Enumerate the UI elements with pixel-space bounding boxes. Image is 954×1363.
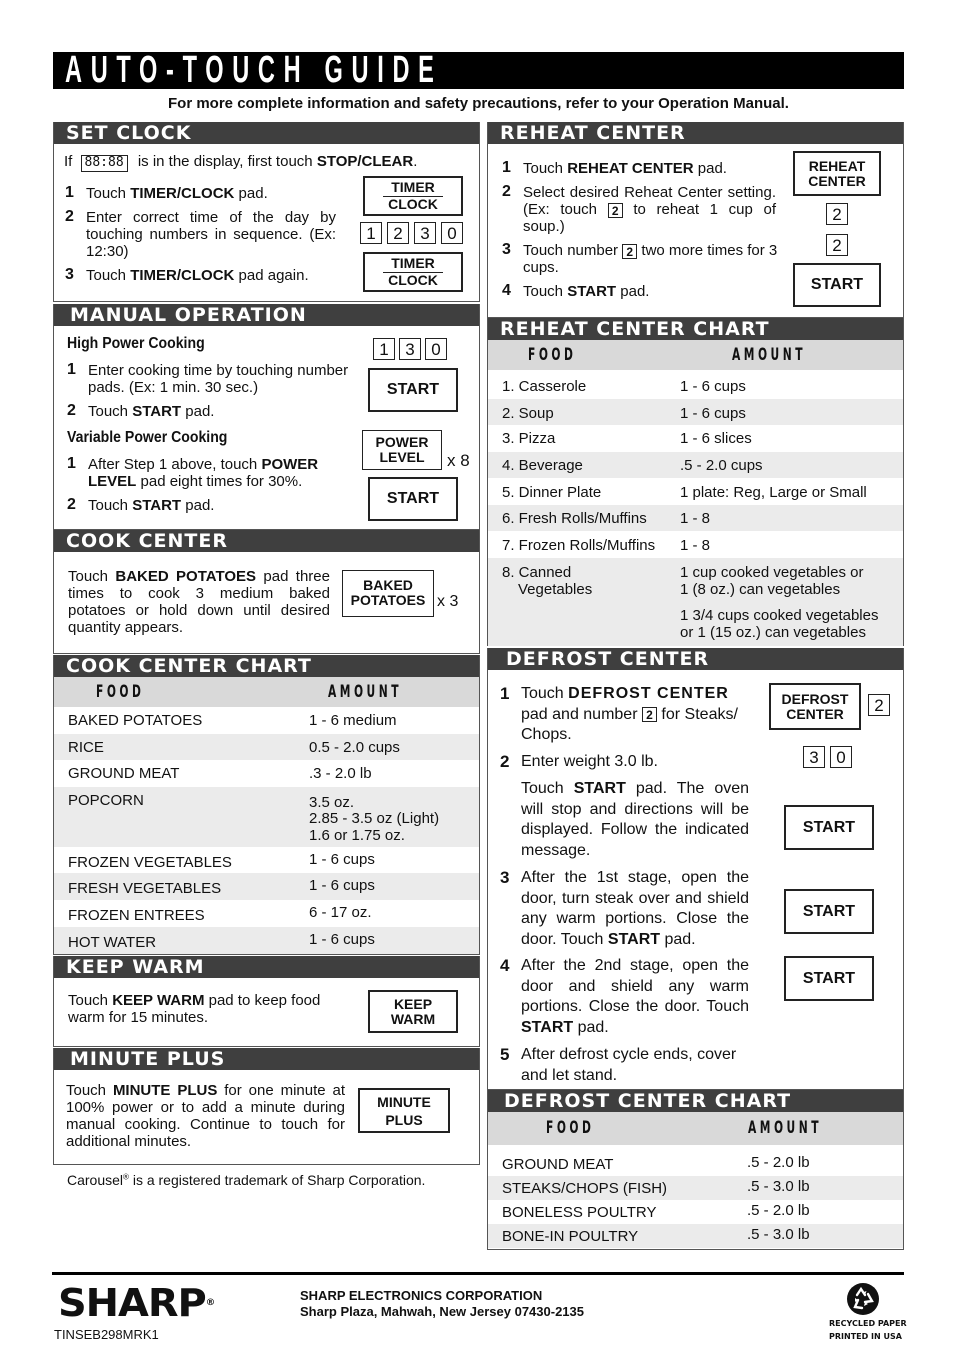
power-level-button[interactable]: POWER LEVEL (362, 430, 442, 470)
step-number: 2 (502, 183, 511, 200)
cook-chart-rows (54, 707, 479, 955)
set-clock-section (53, 122, 480, 302)
cook-center-text: Touch BAKED POTATOES pad three times to cook 3 medium baked potatoes or hold down until desired quantity appears. (68, 568, 330, 636)
defrost-chart-rows (488, 1152, 903, 1248)
page-title: AUTO-TOUCH GUIDE (53, 52, 904, 89)
defrost-chart-column-header (488, 1112, 903, 1145)
table-row: POPCORN 3.5 oz. 2.85 - 3.5 oz (Light) 1.6 or 1.75 oz. (54, 787, 479, 847)
step-number: 2 (65, 208, 74, 225)
keep-warm-text: Touch KEEP WARM pad to keep food warm for 15 minutes. (68, 992, 321, 1026)
defrost-step-3: After the 1st stage, open the door, turn steak over and shield any warm portions. Close the door. Touch START pad. (521, 869, 749, 948)
table-row: 1. Casserole 1 - 6 cups (502, 378, 746, 395)
number-key[interactable]: 2 (826, 203, 848, 225)
number-key[interactable]: 3 (399, 338, 421, 360)
step-number: 4 (500, 956, 510, 975)
column-amount: AMOUNT (732, 345, 807, 365)
defrost-step-2: Enter weight 3.0 lb. (521, 753, 658, 770)
table-row: 5. Dinner Plate 1 plate: Reg, Large or Small (502, 484, 867, 501)
keep-warm-header: KEEP WARM (54, 956, 479, 978)
defrost-center-button[interactable]: DEFROST CENTER (769, 683, 861, 730)
table-row: 4. Beverage .5 - 2.0 cups (488, 452, 903, 478)
minute-plus-button[interactable]: MINUTE PLUS (358, 1088, 450, 1133)
minute-plus-section (53, 1048, 480, 1165)
cook-chart-column-header (54, 677, 479, 707)
step-number: 4 (502, 282, 511, 299)
table-row: RICE 0.5 - 2.0 cups (54, 734, 479, 760)
set-clock-step-1: Touch TIMER/CLOCK pad. (86, 185, 268, 202)
table-row: STEAKS/CHOPS (FISH) .5 - 3.0 lb (488, 1176, 903, 1200)
weight-keys (803, 746, 852, 768)
minute-plus-text: Touch MINUTE PLUS for one minute at 100% power or to add a minute during manual cooking. Continue to touch for additional minutes. (66, 1082, 346, 1150)
defrost-step-5: After defrost cycle ends, cover and let stand. (521, 1046, 737, 1084)
set-clock-step-3: Touch TIMER/CLOCK pad again. (86, 267, 309, 284)
variable-step-2: Touch START pad. (88, 497, 215, 514)
number-key-inline: 2 (608, 203, 623, 218)
step-number: 2 (67, 402, 76, 419)
step-number: 5 (500, 1045, 510, 1064)
reheat-step-2: Select desired Reheat Center setting. (Ex: touch 2 to reheat 1 cup of soup.) (523, 184, 776, 235)
reheat-chart-rows (488, 372, 903, 646)
subtitle: For more complete information and safety precautions, refer to your Operation Manual. (168, 95, 789, 112)
table-row: GROUND MEAT .3 - 2.0 lb (68, 765, 372, 782)
reheat-step-1: Touch REHEAT CENTER pad. (523, 160, 727, 177)
keep-warm-button[interactable]: KEEP WARM (368, 990, 458, 1033)
table-row: GROUND MEAT .5 - 2.0 lb (502, 1154, 810, 1173)
table-row: 7. Frozen Rolls/Muffins 1 - 8 (502, 537, 711, 554)
column-amount: AMOUNT (328, 682, 403, 702)
step-number: 1 (65, 184, 74, 201)
step-number: 3 (500, 868, 510, 887)
reheat-center-chart (487, 318, 904, 646)
table-row: FROZEN VEGETABLES 1 - 6 cups (68, 851, 375, 871)
baked-potatoes-button[interactable]: BAKED POTATOES (342, 570, 434, 617)
table-row: 3. Pizza 1 - 6 slices (502, 430, 752, 447)
number-key[interactable]: 0 (830, 746, 852, 768)
set-clock-intro: If 88:88 is in the display, first touch STOP/CLEAR. (64, 153, 418, 170)
manual-step-1: Enter cooking time by touching number pads. (Ex: 1 min. 30 sec.) (88, 362, 349, 396)
start-button[interactable]: START (784, 956, 874, 1001)
number-key[interactable]: 2 (387, 222, 409, 244)
reheat-chart-column-header (488, 340, 903, 370)
cook-chart-header: COOK CENTER CHART (54, 655, 479, 677)
set-clock-step-2: Enter correct time of the day by touching numbers in sequence. (Ex: 12:30) (86, 209, 336, 260)
step-number: 3 (65, 266, 74, 283)
table-row: HOT WATER 1 - 6 cups (54, 927, 479, 954)
number-key[interactable]: 2 (826, 234, 848, 256)
defrost-center-chart (487, 1090, 904, 1250)
printed-in-usa-label: PRINTED IN USA (829, 1332, 902, 1341)
footer-divider (52, 1272, 904, 1275)
start-button[interactable]: START (784, 805, 874, 850)
recycle-icon (846, 1282, 880, 1316)
number-key-inline: 2 (642, 707, 657, 722)
table-row: FRESH VEGETABLES 1 - 6 cups (54, 873, 479, 900)
cook-center-section (53, 530, 480, 654)
step-number: 1 (500, 684, 510, 703)
start-button[interactable]: START (784, 889, 874, 934)
reheat-chart-header: REHEAT CENTER CHART (488, 318, 903, 340)
step-number: 3 (502, 241, 511, 258)
number-keys (373, 338, 447, 360)
sharp-logo: SHARP® (58, 1281, 215, 1325)
number-key[interactable]: 1 (373, 338, 395, 360)
company-name: SHARP ELECTRONICS CORPORATION (300, 1288, 543, 1303)
number-key[interactable]: 2 (868, 694, 890, 716)
document-code: TINSEB298MRK1 (54, 1327, 159, 1342)
start-button[interactable]: START (368, 477, 458, 521)
start-button[interactable]: START (793, 263, 881, 307)
table-row: 6. Fresh Rolls/Muffins 1 - 8 (488, 505, 903, 531)
trademark-note: Carousel® is a registered trademark of Sharp Corporation. (67, 1172, 426, 1188)
table-row: FROZEN ENTREES 6 - 17 oz. (68, 904, 372, 924)
reheat-step-4: Touch START pad. (523, 283, 650, 300)
defrost-center-section (487, 648, 904, 1090)
table-row: BAKED POTATOES 1 - 6 medium (68, 712, 397, 729)
number-key[interactable]: 1 (360, 222, 382, 244)
cook-times: x 3 (437, 593, 459, 610)
defrost-chart-header: DEFROST CENTER CHART (488, 1090, 903, 1112)
minute-plus-header: MINUTE PLUS (54, 1048, 479, 1070)
table-row: 2. Soup 1 - 6 cups (488, 399, 903, 425)
reheat-center-section (487, 122, 904, 318)
power-times: x 8 (447, 451, 470, 470)
manual-operation-header: MANUAL OPERATION (54, 304, 479, 326)
column-food: FOOD (546, 1118, 595, 1138)
defrost-center-header: DEFROST CENTER (488, 648, 903, 670)
step-number: 2 (500, 752, 510, 771)
table-row: BONELESS POULTRY .5 - 2.0 lb (502, 1202, 810, 1221)
manual-operation-section (53, 304, 480, 530)
number-key[interactable]: 3 (803, 746, 825, 768)
step-number: 1 (502, 159, 511, 176)
column-food: FOOD (96, 682, 145, 702)
number-key[interactable]: 0 (425, 338, 447, 360)
number-key-inline: 2 (622, 244, 637, 259)
manual-step-2: Touch START pad. (88, 403, 215, 420)
number-key[interactable]: 3 (414, 222, 436, 244)
cook-center-chart (53, 655, 480, 955)
cook-center-header: COOK CENTER (54, 530, 479, 552)
step-number: 1 (67, 361, 76, 378)
timer-clock-button[interactable]: TIMER CLOCK (363, 252, 463, 292)
column-food: FOOD (528, 345, 577, 365)
number-keys (360, 222, 463, 244)
start-button[interactable]: START (368, 368, 458, 412)
reheat-center-button[interactable]: REHEAT CENTER (793, 151, 881, 196)
company-address: Sharp Plaza, Mahwah, New Jersey 07430-2135 (300, 1304, 584, 1319)
step-number: 2 (67, 496, 76, 513)
table-row: 8. Canned Vegetables 1 cup cooked vegetables or 1 (8 oz.) can vegetables 1 3/4 cups cooked vegetables or 1 (15 oz.) can vegetables (488, 558, 903, 646)
step-number: 1 (67, 455, 76, 472)
high-power-title: High Power Cooking (67, 335, 205, 352)
recycled-paper-label: RECYCLED PAPER (829, 1319, 907, 1328)
defrost-step-2b: Touch START pad. The oven will stop and directions will be displayed. Follow the indicated message. (521, 780, 750, 859)
defrost-step-4: After the 2nd stage, open the door and shield any warm portions. Close the door. Touch START pad. (521, 957, 749, 1036)
variable-power-title: Variable Power Cooking (67, 429, 228, 446)
number-key[interactable]: 0 (441, 222, 463, 244)
variable-step-1: After Step 1 above, touch POWER LEVEL pad eight times for 30%. (88, 456, 319, 490)
table-row: BONE-IN POULTRY .5 - 3.0 lb (488, 1224, 903, 1248)
column-amount: AMOUNT (748, 1118, 823, 1138)
defrost-step-1: Touch DEFROST CENTER pad and number 2 for Steaks/ Chops. (521, 685, 738, 743)
reheat-step-3: Touch number 2 two more times for 3 cups. (523, 242, 778, 276)
set-clock-header: SET CLOCK (54, 122, 479, 144)
keep-warm-section (53, 956, 480, 1047)
reheat-center-header: REHEAT CENTER (488, 122, 903, 144)
timer-clock-button[interactable]: TIMER CLOCK (363, 176, 463, 216)
clock-display: 88:88 (81, 155, 128, 172)
